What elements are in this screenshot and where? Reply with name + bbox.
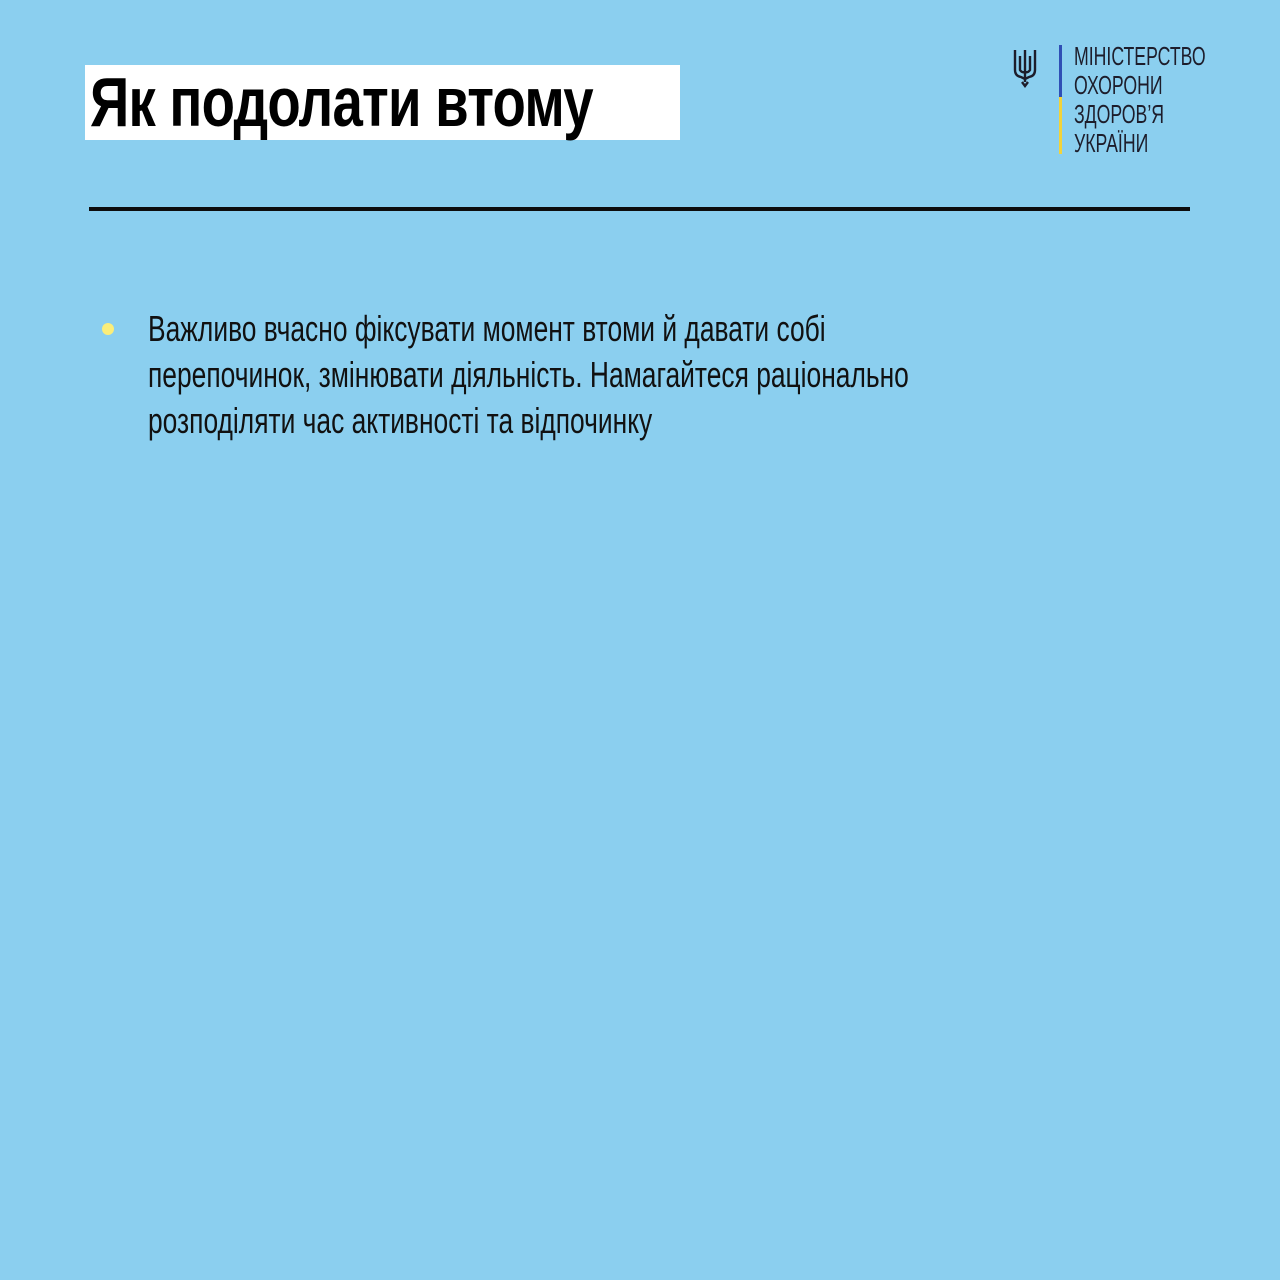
bullet-icon [102, 323, 114, 335]
logo-divider-blue [1059, 45, 1062, 97]
logo-line-2: ОХОРОНИ [1074, 70, 1163, 100]
ministry-logo [1010, 40, 1206, 160]
page-title: Як подолати втому [90, 63, 593, 141]
list-item [100, 306, 1220, 444]
ministry-name [1074, 42, 1206, 158]
header-divider [89, 207, 1190, 211]
item-text: Важливо вчасно фіксувати момент втоми й давати собі перепочинок, змінювати діяльність. Намагайтеся раціонально розподіляти час активності та відпочинку [148, 308, 909, 441]
logo-line-4: УКРАЇНИ [1074, 128, 1149, 158]
tips-list [100, 306, 1220, 441]
trident-icon [1012, 48, 1038, 88]
logo-line-3: ЗДОРОВ’Я [1074, 99, 1165, 129]
logo-line-1: МІНІСТЕРСТВО [1074, 41, 1206, 71]
logo-divider-yellow [1059, 97, 1062, 154]
